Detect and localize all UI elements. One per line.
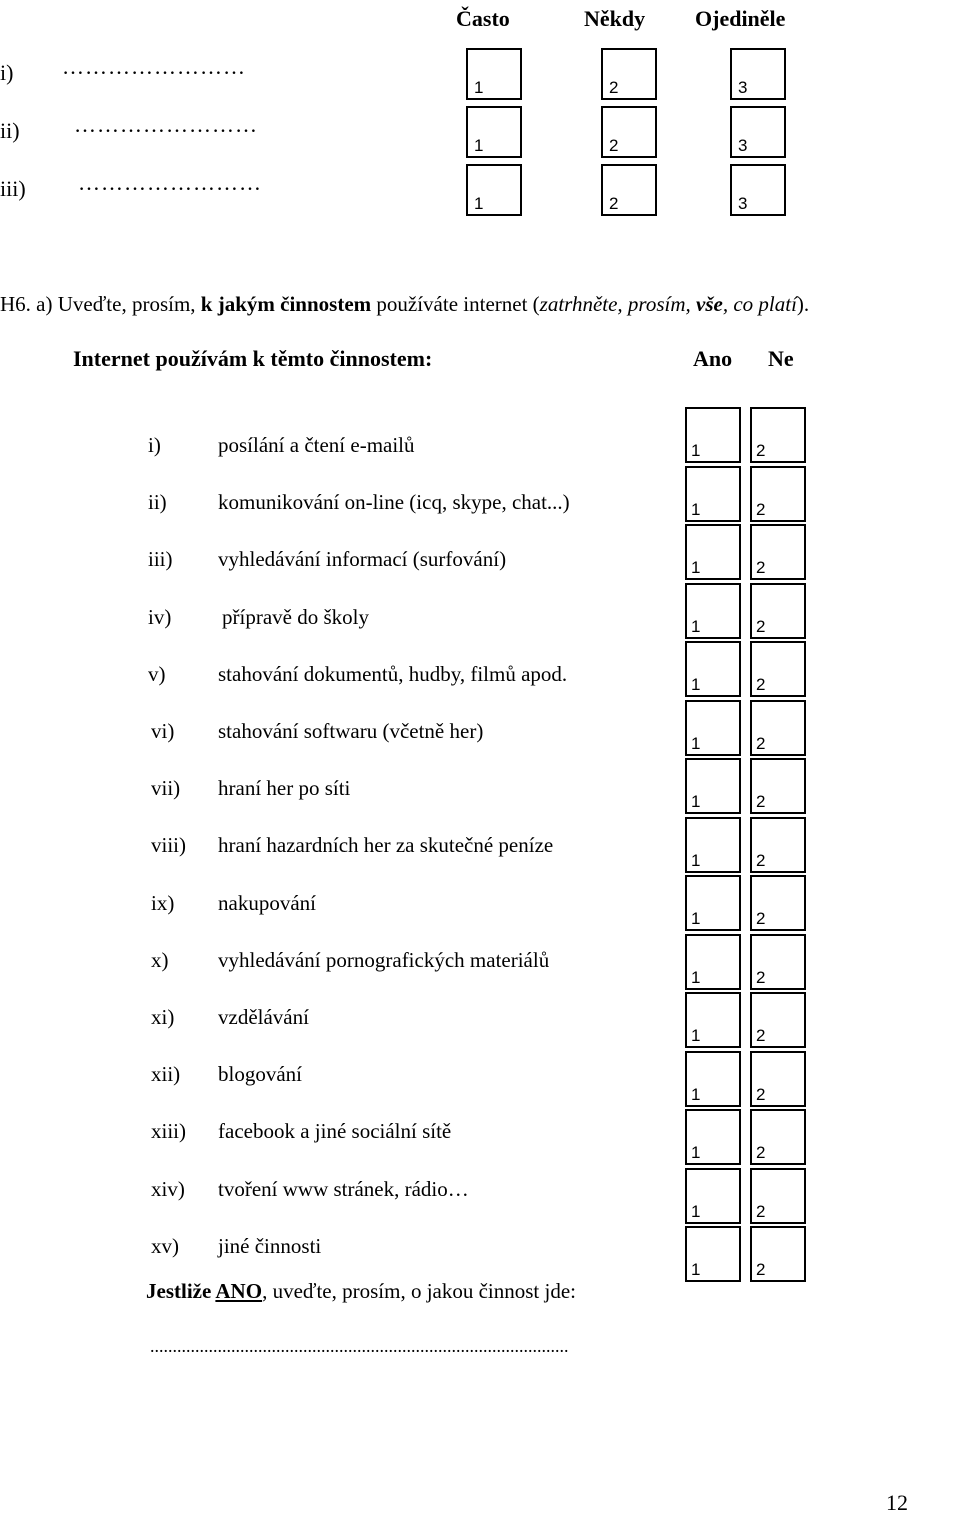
- option-number: 2: [756, 792, 766, 811]
- option-number: 2: [756, 1084, 766, 1104]
- option-number: 1: [691, 441, 701, 460]
- option-number: 2: [756, 1201, 766, 1221]
- header-often: Často: [456, 6, 510, 31]
- yes-checkbox[interactable]: [685, 700, 741, 756]
- followup-rest: , uveďte, prosím, o jakou činnost jde:: [262, 1279, 577, 1303]
- option-number: 1: [691, 733, 701, 753]
- activity-text: posílání a čtení e-mailů: [218, 433, 415, 457]
- no-checkbox[interactable]: [750, 700, 806, 756]
- no-checkbox[interactable]: [750, 934, 806, 990]
- activity-text: vyhledávání pornografických materiálů: [218, 947, 550, 972]
- activity-text: nakupování: [218, 890, 316, 915]
- no-checkbox[interactable]: [750, 875, 806, 931]
- option-number: 2: [756, 1143, 766, 1162]
- activity-text: vzdělávání: [218, 1005, 309, 1029]
- no-checkbox[interactable]: [750, 1168, 806, 1224]
- question-prefix: H6. a) Uveďte, prosím,: [0, 292, 201, 316]
- option-number: 2: [756, 850, 766, 870]
- option-number: 2: [756, 675, 766, 694]
- activity-label: xii): [151, 1062, 181, 1087]
- option-number: 1: [691, 616, 701, 636]
- yes-checkbox[interactable]: [685, 466, 741, 522]
- option-number: 1: [691, 558, 701, 577]
- no-checkbox[interactable]: [750, 758, 806, 814]
- freq-option-checkbox[interactable]: [730, 48, 786, 100]
- option-number: 3: [738, 136, 748, 155]
- freq-option-checkbox[interactable]: [466, 164, 522, 216]
- no-checkbox[interactable]: [750, 1226, 806, 1282]
- freq-option-checkbox[interactable]: [601, 106, 657, 158]
- activity-label: ii): [148, 490, 167, 515]
- yes-checkbox[interactable]: [685, 641, 741, 697]
- option-number: 1: [691, 675, 701, 694]
- option-number: 1: [691, 792, 701, 811]
- option-number: 1: [691, 1143, 701, 1162]
- activity-label: xiv): [151, 1176, 185, 1201]
- header-rarely: Ojediněle: [695, 6, 786, 31]
- yes-checkbox[interactable]: [685, 583, 741, 639]
- freq-option-checkbox[interactable]: [466, 48, 522, 100]
- activity-text: stahování dokumentů, hudby, filmů apod.: [218, 661, 568, 686]
- subheader: Internet používám k těmto činnostem:: [73, 346, 433, 371]
- option-number: 1: [474, 136, 484, 155]
- question-suffix: ).: [796, 292, 810, 316]
- yes-checkbox[interactable]: [685, 934, 741, 990]
- freq-row-label: iii): [0, 176, 26, 201]
- option-number: 2: [756, 558, 766, 577]
- freq-row-blank[interactable]: ……………………: [62, 54, 246, 79]
- activity-text: facebook a jiné sociální sítě: [218, 1119, 452, 1144]
- option-number: 2: [756, 499, 766, 519]
- option-number: 2: [609, 78, 619, 97]
- option-number: 2: [609, 136, 619, 155]
- option-number: 1: [691, 1026, 701, 1045]
- yes-checkbox[interactable]: [685, 1051, 741, 1107]
- activity-label: xi): [151, 1005, 175, 1029]
- followup-bold: Jestliže: [146, 1279, 216, 1303]
- no-checkbox[interactable]: [750, 407, 806, 463]
- yes-checkbox[interactable]: [685, 524, 741, 580]
- activity-label: xv): [151, 1233, 179, 1258]
- option-number: 2: [756, 1026, 766, 1045]
- question-bolditalic: vše: [696, 292, 723, 316]
- no-checkbox[interactable]: [750, 817, 806, 873]
- activity-text: vyhledávání informací (surfování): [218, 547, 507, 572]
- freq-option-checkbox[interactable]: [601, 164, 657, 216]
- option-number: 1: [691, 499, 701, 519]
- activity-label: iii): [148, 547, 173, 572]
- activity-label: v): [148, 661, 166, 686]
- option-number: 2: [756, 909, 766, 928]
- activity-text: tvoření www stránek, rádio…: [218, 1176, 469, 1201]
- question-italic2: , co platí: [722, 292, 797, 316]
- freq-row-blank[interactable]: ……………………: [74, 112, 258, 137]
- freq-option-checkbox[interactable]: [466, 106, 522, 158]
- no-checkbox[interactable]: [750, 1109, 806, 1165]
- freq-option-checkbox[interactable]: [601, 48, 657, 100]
- header-sometimes: Někdy: [584, 6, 646, 31]
- no-checkbox[interactable]: [750, 641, 806, 697]
- activity-text: jiné činnosti: [218, 1233, 322, 1258]
- activity-text: blogování: [218, 1062, 302, 1087]
- no-header: Ne: [768, 346, 794, 371]
- freq-row-blank[interactable]: ……………………: [78, 170, 262, 195]
- no-checkbox[interactable]: [750, 524, 806, 580]
- yes-checkbox[interactable]: [685, 407, 741, 463]
- activity-label: viii): [151, 833, 186, 858]
- activity-text: hraní hazardních her za skutečné peníze: [218, 833, 554, 858]
- question-mid: používáte internet (: [371, 292, 540, 316]
- freq-option-checkbox[interactable]: [730, 164, 786, 216]
- option-number: 3: [738, 78, 748, 97]
- yes-header: Ano: [693, 346, 733, 371]
- yes-checkbox[interactable]: [685, 1109, 741, 1165]
- yes-checkbox[interactable]: [685, 817, 741, 873]
- activity-label: i): [148, 433, 161, 457]
- activity-label: vii): [151, 776, 181, 801]
- option-number: 1: [691, 1201, 701, 1221]
- activity-text: komunikování on-line (icq, skype, chat...): [218, 490, 570, 515]
- no-checkbox[interactable]: [750, 583, 806, 639]
- activity-label: vi): [151, 719, 175, 743]
- option-number: 3: [738, 194, 748, 213]
- option-number: 1: [691, 1260, 701, 1279]
- option-number: 1: [474, 194, 484, 213]
- activity-label: x): [151, 947, 169, 972]
- yes-checkbox[interactable]: [685, 1168, 741, 1224]
- yes-checkbox[interactable]: [685, 1226, 741, 1282]
- no-checkbox[interactable]: [750, 1051, 806, 1107]
- option-number: 2: [756, 967, 766, 987]
- option-number: 1: [691, 967, 701, 987]
- activity-label: ix): [151, 890, 175, 915]
- followup-ano: ANO: [215, 1279, 263, 1303]
- activity-label: xiii): [151, 1119, 186, 1144]
- yes-checkbox[interactable]: [685, 758, 741, 814]
- option-number: 2: [756, 616, 766, 636]
- question-bold: k jakým činnostem: [200, 292, 372, 316]
- question-h6: [0, 292, 809, 317]
- option-number: 1: [474, 78, 484, 97]
- followup-question: [146, 1279, 576, 1304]
- option-number: 2: [609, 194, 619, 213]
- page-number: 12: [886, 1490, 908, 1515]
- option-number: 1: [691, 850, 701, 870]
- no-checkbox[interactable]: [750, 466, 806, 522]
- yes-checkbox[interactable]: [685, 992, 741, 1048]
- freq-row-label: ii): [0, 118, 20, 143]
- option-number: 1: [691, 1084, 701, 1104]
- option-number: 2: [756, 733, 766, 753]
- activity-label: iv): [148, 604, 172, 629]
- activity-text: stahování softwaru (včetně her): [218, 719, 484, 743]
- question-italic: zatrhněte, prosím,: [539, 292, 696, 316]
- answer-line[interactable]: .............................................................................................: [150, 1336, 569, 1356]
- no-checkbox[interactable]: [750, 992, 806, 1048]
- option-number: 1: [691, 909, 701, 928]
- activity-text: přípravě do školy: [222, 604, 369, 629]
- option-number: 2: [756, 441, 766, 460]
- activity-text: hraní her po síti: [218, 776, 351, 801]
- option-number: 2: [756, 1260, 766, 1279]
- yes-checkbox[interactable]: [685, 875, 741, 931]
- freq-option-checkbox[interactable]: [730, 106, 786, 158]
- freq-row-label: i): [0, 60, 14, 85]
